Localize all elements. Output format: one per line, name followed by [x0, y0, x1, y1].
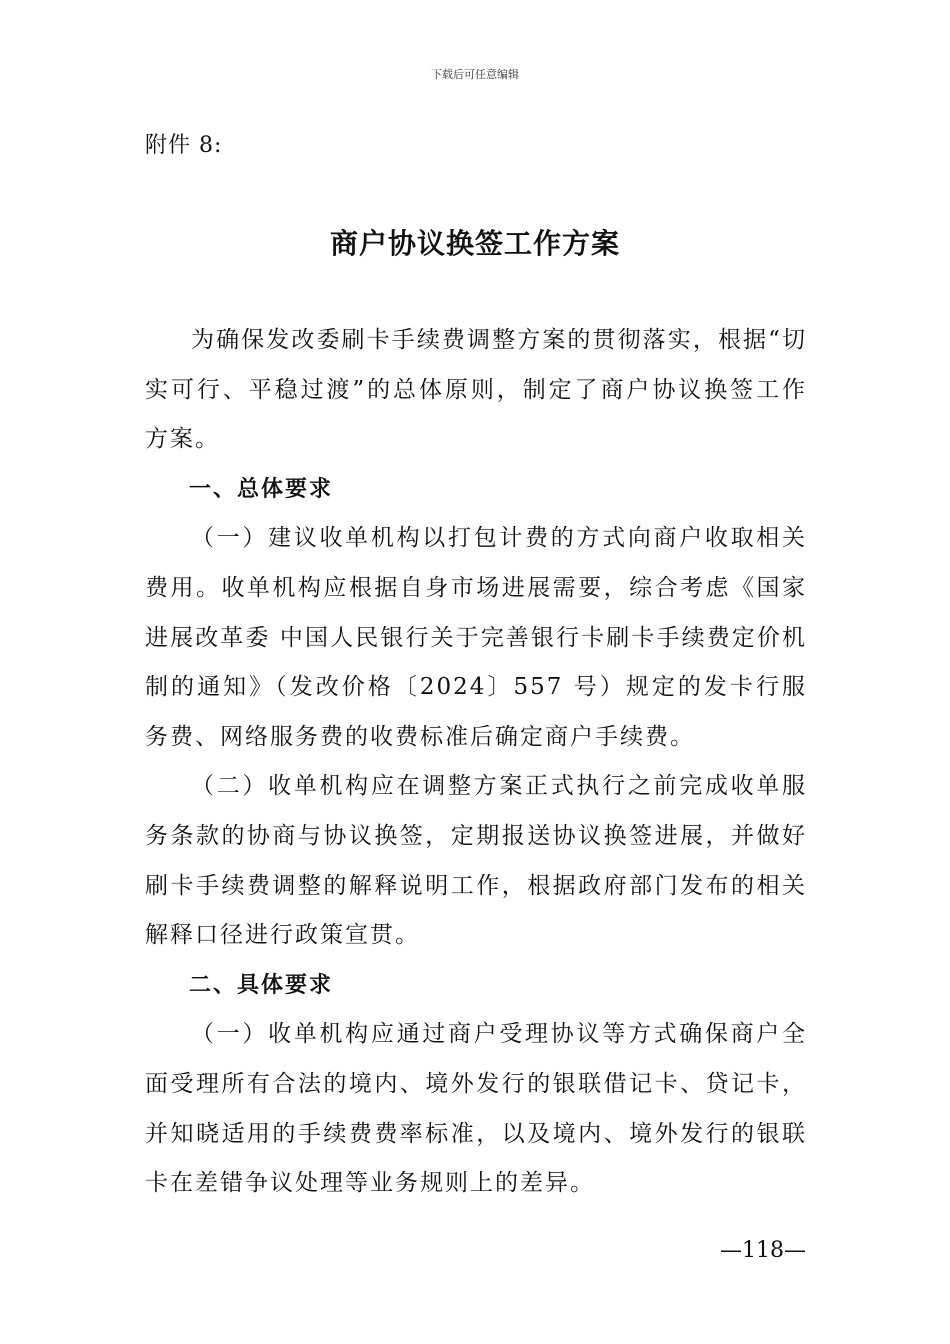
attachment-label: 附件 8: [145, 133, 223, 158]
page-number: —118— [720, 1238, 806, 1263]
paragraph-general-2: （二）收单机构应在调整方案正式执行之前完成收单服务条款的协商与协议换签，定期报送协议换签进展，并做好刷卡手续费调整的解释说明工作，根据政府部门发布的相关解释口径进行政策宣贯。 [145, 773, 807, 949]
section-heading-general: 一、总体要求 [189, 475, 334, 502]
paragraph-general-1: （一）建议收单机构以打包计费的方式向商户收取相关费用。收单机构应根据自身市场进展需要，综合考虑《国家进展改革委 中国人民银行关于完善银行卡刷卡手续费定价机制的通知》（发改价格〔2024〕557 号）规定的发卡行服务费、网络服务费的收费标准后确定商户手续费。 [145, 525, 807, 750]
paragraph-specific-1: （一）收单机构应通过商户受理协议等方式确保商户全面受理所有合法的境内、境外发行的银联借记卡、贷记卡，并知晓适用的手续费费率标准，以及境内、境外发行的银联卡在差错争议处理等业务规则上的差异。 [145, 1021, 807, 1197]
document-title: 商户协议换签工作方案 [329, 227, 620, 260]
intro-paragraph: 为确保发改委刷卡手续费调整方案的贯彻落实，根据“切实可行、平稳过渡”的总体原则，制定了商户协议换签工作方案。 [145, 327, 807, 453]
header-note: 下载后可任意编辑 [431, 68, 519, 81]
section-heading-specific: 二、具体要求 [189, 971, 334, 998]
document-body [145, 316, 807, 1209]
